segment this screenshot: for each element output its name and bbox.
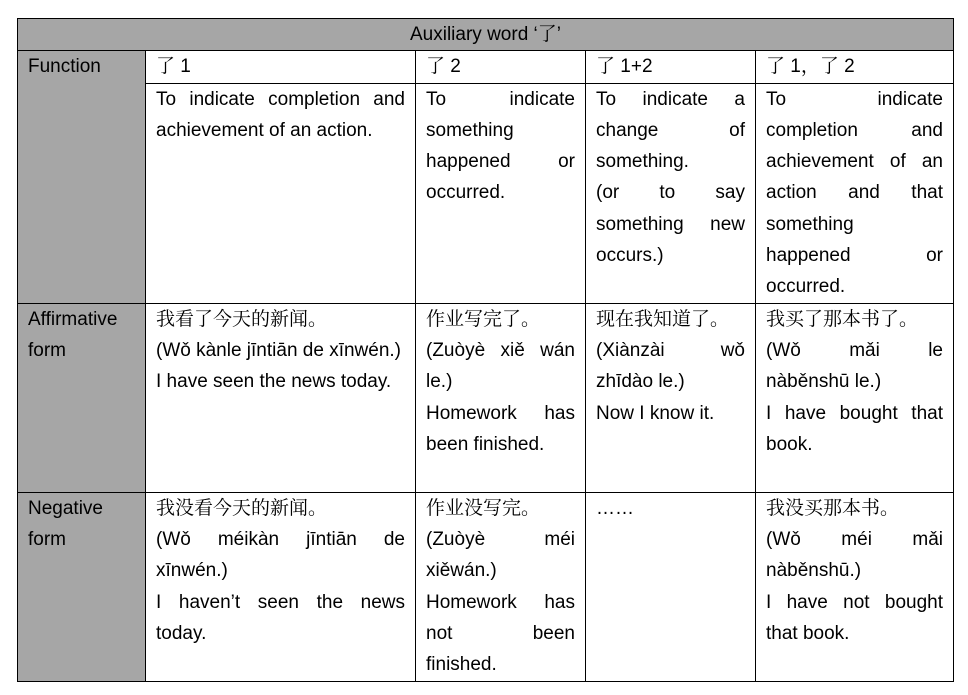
affirmative-cell-le2 [416, 303, 586, 492]
example-pinyin: (Wǒ mǎi le nàběnshū le.) [766, 339, 943, 393]
column-header-le1-le2: 了 1，了 2 [756, 51, 954, 83]
example-english: Homework has not been finished. [426, 591, 575, 676]
column-header-le1plus2: 了 1+2 [586, 51, 756, 83]
row-header-affirmative: Affirmative form [18, 303, 146, 492]
function-desc-le1plus2 [586, 83, 756, 303]
negative-cell-le2 [416, 492, 586, 681]
example-placeholder: …… [596, 497, 634, 519]
example-chinese: 我看了今天的新闻。 [156, 308, 328, 330]
column-header-le2: 了 2 [416, 51, 586, 83]
example-english: Now I know it. [596, 402, 715, 424]
affirmative-cell-le1-le2 [756, 303, 954, 492]
example-pinyin: (Wǒ méi mǎi nàběnshū.) [766, 528, 943, 582]
example-pinyin: (Zuòyè xiě wán le.) [426, 339, 575, 393]
function-desc-text: To indicate something happened or occurred. [426, 88, 575, 204]
example-pinyin: (Zuòyè méi xiěwán.) [426, 528, 575, 582]
function-desc-le1-le2 [756, 83, 954, 303]
negative-cell-le1 [146, 492, 416, 681]
grammar-table [17, 18, 954, 682]
example-english: I have not bought that book. [766, 591, 943, 644]
function-desc-text: To indicate completion and achievement of an action. [156, 88, 405, 141]
function-desc-text: To indicate a change of something. [596, 88, 745, 173]
example-chinese: 我没买那本书。 [766, 497, 900, 519]
table-title: Auxiliary word ‘了’ [18, 19, 954, 51]
negative-cell-le1-le2 [756, 492, 954, 681]
example-english: I haven’t seen the news today. [156, 591, 405, 644]
function-note-text: (or to say something new occurs.) [596, 182, 745, 267]
example-chinese: 作业写完了。 [426, 308, 541, 330]
function-desc-text: To indicate completion and achievement of an action and that something happened or occurred. [766, 88, 943, 298]
function-desc-le2 [416, 83, 586, 303]
row-header-function: Function [18, 51, 146, 303]
example-english: I have seen the news today. [156, 371, 392, 393]
example-pinyin: (Wǒ méikàn jīntiān de xīnwén.) [156, 528, 405, 582]
example-chinese: 现在我知道了。 [596, 308, 730, 330]
function-desc-le1 [146, 83, 416, 303]
example-english: Homework has been finished. [426, 402, 575, 455]
column-header-le1: 了 1 [146, 51, 416, 83]
negative-cell-le1plus2 [586, 492, 756, 681]
example-pinyin: (Xiànzài wǒ zhīdào le.) [596, 339, 745, 393]
example-chinese: 我没看今天的新闻。 [156, 497, 328, 519]
example-chinese: 作业没写完。 [426, 497, 541, 519]
affirmative-cell-le1 [146, 303, 416, 492]
example-english: I have bought that book. [766, 402, 943, 455]
row-header-negative: Negative form [18, 492, 146, 681]
example-pinyin: (Wǒ kànle jīntiān de xīnwén.) [156, 339, 402, 361]
example-chinese: 我买了那本书了。 [766, 308, 919, 330]
affirmative-cell-le1plus2 [586, 303, 756, 492]
